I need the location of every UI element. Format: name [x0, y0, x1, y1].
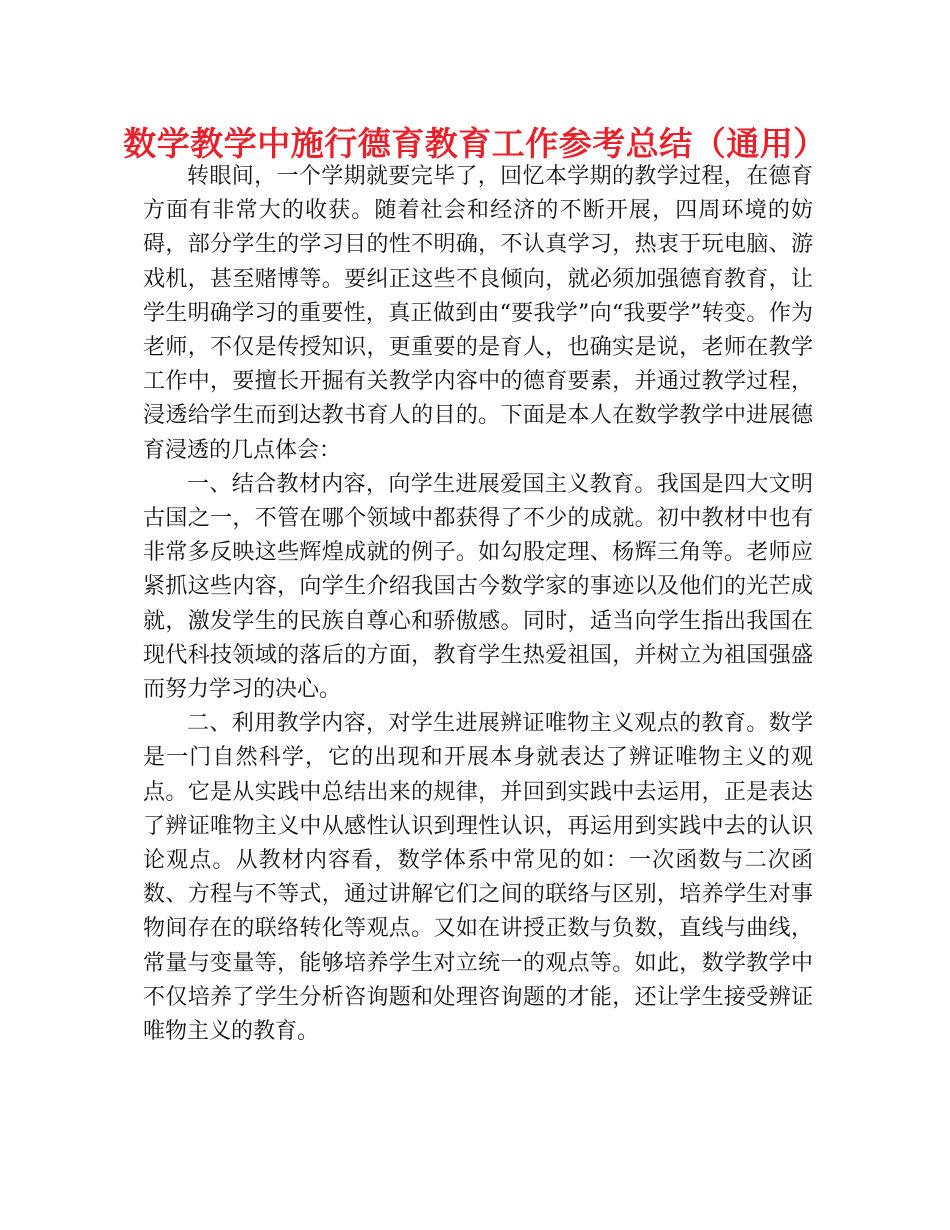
paragraph-dialectics: 二、利用教学内容，对学生进展辨证唯物主义观点的教育。数学是一门自然科学，它的出现和开展本身就表达了辨证唯物主义的观点。它是从实践中总结出来的规律，并回到实践中去运用，正是表达了辨证唯物主义中从感性认识到理性认识，再运用到实践中去的认识论观点。从教材内容看，数学体系中常见的如：一次函数与二次函数、方程与不等式，通过讲解它们之间的联络与区别，培养学生对事物间存在的联络转化等观点。又如在讲授正数与负数，直线与曲线，常量与变量等，能够培养学生对立统一的观点等。如此，数学教学中不仅培养了学生分析咨询题和处理咨询题的才能，还让学生接受辨证唯物主义的教育。 — [143, 711, 813, 1045]
paragraph-patriotism: 一、结合教材内容，向学生进展爱国主义教育。我国是四大文明古国之一，不管在哪个领域中都获得了不少的成就。初中教材中也有非常多反映这些辉煌成就的例子。如勾股定理、杨辉三角等。老师应紧抓这些内容，向学生介绍我国古今数学家的事迹以及他们的光芒成就，激发学生的民族自尊心和骄傲感。同时，适当向学生指出我国在现代科技领域的落后的方面，教育学生热爱祖国，并树立为祖国强盛而努力学习的决心。 — [143, 471, 813, 703]
paragraph-intro: 转眼间，一个学期就要完毕了，回忆本学期的教学过程，在德育方面有非常大的收获。随着社会和经济的不断开展，四周环境的妨碍，部分学生的学习目的性不明确，不认真学习，热衷于玩电脑、游戏机，甚至赌博等。要纠正这些不良倾向，就必须加强德育教育，让学生明确学习的重要性，真正做到由“要我学”向“我要学”转变。作为老师，不仅是传授知识，更重要的是育人，也确实是说，老师在教学工作中，要擅长开掘有关教学内容中的德育要素，并通过教学过程，浸透给学生而到达教书育人的目的。下面是本人在数学教学中进展德育浸透的几点体会： — [143, 164, 813, 463]
document-body — [143, 160, 813, 1049]
document-title: 数学教学中施行德育教育工作参考总结（通用） — [123, 124, 827, 163]
